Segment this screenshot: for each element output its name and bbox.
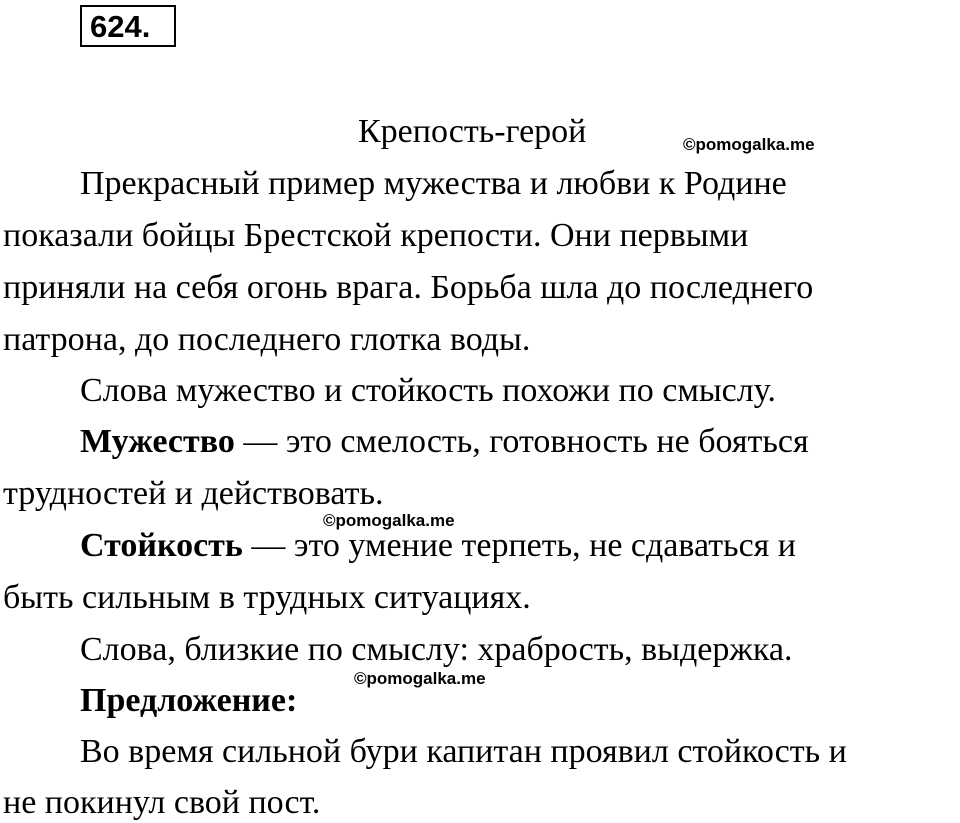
definition2-text: — это умение терпеть, не сдаваться и (242, 527, 796, 564)
paragraph1-line2: показали бойцы Брестской крепости. Они первыми (3, 217, 749, 254)
definition1-line1 (80, 422, 809, 462)
paragraph1-line4: патрона, до последнего глотка воды. (3, 321, 531, 358)
sentence-heading: Предложение: (80, 682, 298, 719)
definition1-term: Мужество (80, 423, 235, 460)
paragraph1-line1: Прекрасный пример мужества и любви к Родине (80, 165, 787, 202)
watermark-middle: ©pomogalka.me (323, 511, 455, 530)
sentence-line1: Во время сильной бури капитан проявил стойкость и (80, 733, 847, 770)
paragraph1-line3: приняли на себя огонь врага. Борьба шла до последнего (3, 269, 814, 306)
definition2-line1 (80, 526, 796, 566)
definition1-line2: трудностей и действовать. (3, 475, 384, 512)
exercise-number: 624 (90, 9, 142, 44)
synonyms-line: Слова, близкие по смыслу: храбрость, выдержка. (80, 631, 793, 668)
definition1-text: — это смелость, готовность не бояться (234, 423, 809, 460)
paragraph2: Слова мужество и стойкость похожи по смыслу. (80, 372, 776, 409)
text-title: Крепость-герой (358, 113, 587, 150)
exercise-number-dot: . (141, 9, 151, 44)
exercise-number-box (80, 5, 176, 47)
definition2-line2: быть сильным в трудных ситуациях. (3, 579, 531, 616)
sentence-line2: не покинул свой пост. (3, 784, 321, 821)
watermark-bottom: ©pomogalka.me (354, 669, 486, 688)
watermark-top: ©pomogalka.me (683, 135, 815, 154)
definition2-term: Стойкость (80, 527, 243, 564)
